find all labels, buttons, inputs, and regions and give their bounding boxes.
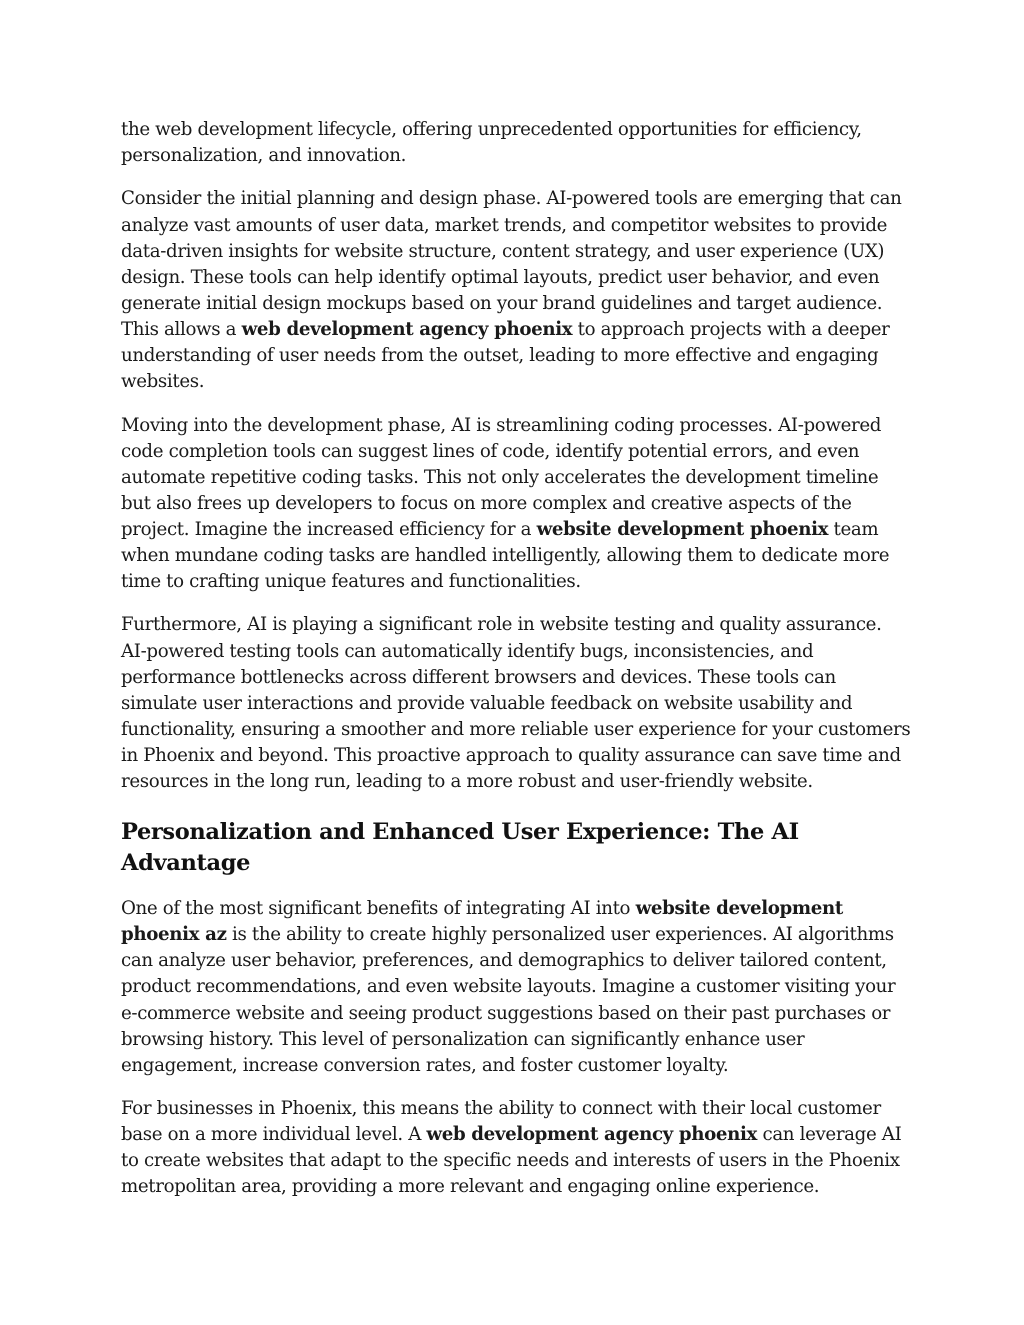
- keyword-bold: web development agency phoenix: [241, 318, 573, 340]
- paragraph-planning-design: [121, 186, 911, 395]
- paragraph-text: Consider the initial planning and design phase. AI-powered tools are emerging that can analyze vast amounts of user data, market trends, and competitor websites to provide data-driven insights for website structure, content strategy, and user experience (UX) design. These tools can help identify optimal layouts, predict user behavior, and even generate initial design mockups based on your brand guidelines and target audience. This allows a: [121, 188, 902, 340]
- paragraph-text: Furthermore, AI is playing a significant role in website testing and quality assurance. AI-powered testing tools can automatically identify bugs, inconsistencies, and performance bottlenecks across different browsers and devices. These tools can simulate user interactions and provide valuable feedback on website usability and functionality, ensuring a smoother and more reliable user experience for your customers in Phoenix and beyond. This proactive approach to quality assurance can save time and resources in the long run, leading to a more robust and user-friendly website.: [121, 614, 911, 793]
- paragraph-text: For businesses in Phoenix, this means the ability to connect with their local customer base on a more individual level. A: [121, 1098, 881, 1146]
- document-body: [121, 117, 911, 1218]
- paragraph-phoenix-businesses: [121, 1096, 911, 1200]
- paragraph-testing-qa: [121, 612, 911, 795]
- paragraph-text: can leverage AI to create websites that adapt to the specific needs and interests of users in the Phoenix metropolitan area, providing a more relevant and engaging online experience.: [121, 1124, 902, 1198]
- paragraph-text: Moving into the development phase, AI is streamlining coding processes. AI-powered code completion tools can suggest lines of code, identify potential errors, and even automate repetitive coding tasks. This not only accelerates the development timeline but also frees up developers to focus on more complex and creative aspects of the project. Imagine the increased efficiency for a: [121, 414, 882, 540]
- keyword-bold: web development agency phoenix: [426, 1124, 758, 1146]
- keyword-bold: website development phoenix az: [121, 898, 843, 946]
- paragraph-text: is the ability to create highly personalized user experiences. AI algorithms can analyze user behavior, preferences, and demographics to deliver tailored content, product recommendations, and even website layouts. Imagine a customer visiting your e-commerce website and seeing product suggestions based on their past purchases or browsing history. This level of personalization can significantly enhance user engagement, increase conversion rates, and foster customer loyalty.: [121, 924, 896, 1076]
- section-heading: Personalization and Enhanced User Experience: The AI Advantage: [121, 819, 799, 877]
- paragraph-text: the web development lifecycle, offering unprecedented opportunities for efficiency, personalization, and innovation.: [121, 119, 862, 167]
- paragraph-intro-continuation: [121, 117, 911, 169]
- paragraph-text: to approach projects with a deeper understanding of user needs from the outset, leading to more effective and engaging websites.: [121, 318, 890, 393]
- paragraph-personalization: [121, 896, 911, 1079]
- paragraph-text: team when mundane coding tasks are handled intelligently, allowing them to dedicate more time to crafting unique features and functionalities.: [121, 518, 890, 593]
- paragraph-text: One of the most significant benefits of integrating AI into: [121, 898, 636, 920]
- paragraph-development-phase: [121, 413, 911, 596]
- keyword-bold: website development phoenix: [536, 518, 829, 540]
